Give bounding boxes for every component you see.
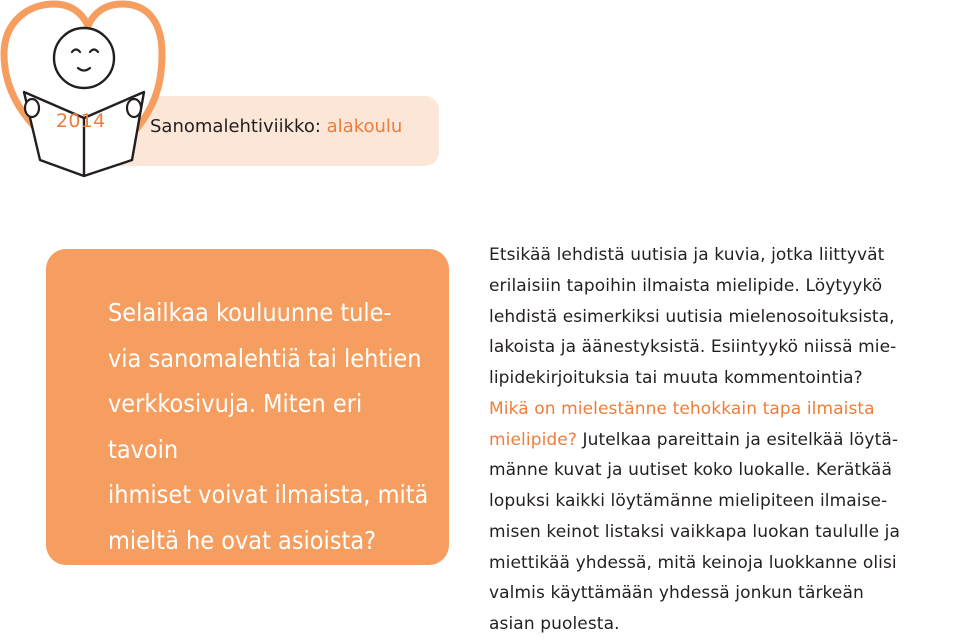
callout-line: mieltä he ovat asioista? (108, 525, 377, 555)
body-line: misen keinot listaksi vaikkapa luokan taululle ja (489, 521, 901, 542)
body-line: asian puolesta. (489, 614, 620, 634)
body-line: männe kuvat ja uutiset koko luokalle. Kerätkää (489, 460, 892, 481)
body-line: Jutelkaa pareittain ja esitelkää löytä- (576, 429, 899, 450)
body-line: valmis käyttämään yhdessä jonkun tärkeän (489, 583, 864, 604)
body-line: lipidekirjoituksia tai muuta kommentointia? (489, 368, 863, 388)
body-paragraph (489, 240, 959, 640)
body-line: lehdistä esimerkiksi uutisia mielenosoituksista, (489, 306, 895, 327)
callout-line: Selailkaa kouluunne tule- (108, 298, 392, 327)
callout-line: via sanomalehtiä tai lehtien (108, 343, 422, 373)
callout-line: ihmiset voivat ilmaista, mitä (108, 480, 429, 509)
title-sub: alakoulu (326, 116, 403, 137)
heart-reader-mascot-icon (0, 0, 175, 185)
year-label: 2014 (56, 110, 106, 132)
body-highlight-line: Mikä on mielestänne tehokkain tapa ilmaista (489, 398, 875, 419)
body-line: lakoista ja äänestyksistä. Esiintyykö niissä mie- (489, 337, 897, 358)
callout-line: verkkosivuja. Miten eri tavoin (108, 389, 363, 464)
callout-text (108, 290, 438, 563)
body-line: erilaisiin tapoihin ilmaista mielipide. Löytyykö (489, 275, 883, 296)
body-line: lopuksi kaikki löytämänne mielipiteen ilmaise- (489, 491, 888, 511)
body-line: Etsikää lehdistä uutisia ja kuvia, jotka liittyvät (489, 245, 885, 265)
page-title (150, 116, 402, 137)
title-main: Sanomalehtiviikko: (150, 116, 321, 137)
body-highlight-line: mielipide? (489, 429, 577, 450)
body-line: miettikää yhdessä, mitä keinoja luokkanne olisi (489, 552, 897, 573)
